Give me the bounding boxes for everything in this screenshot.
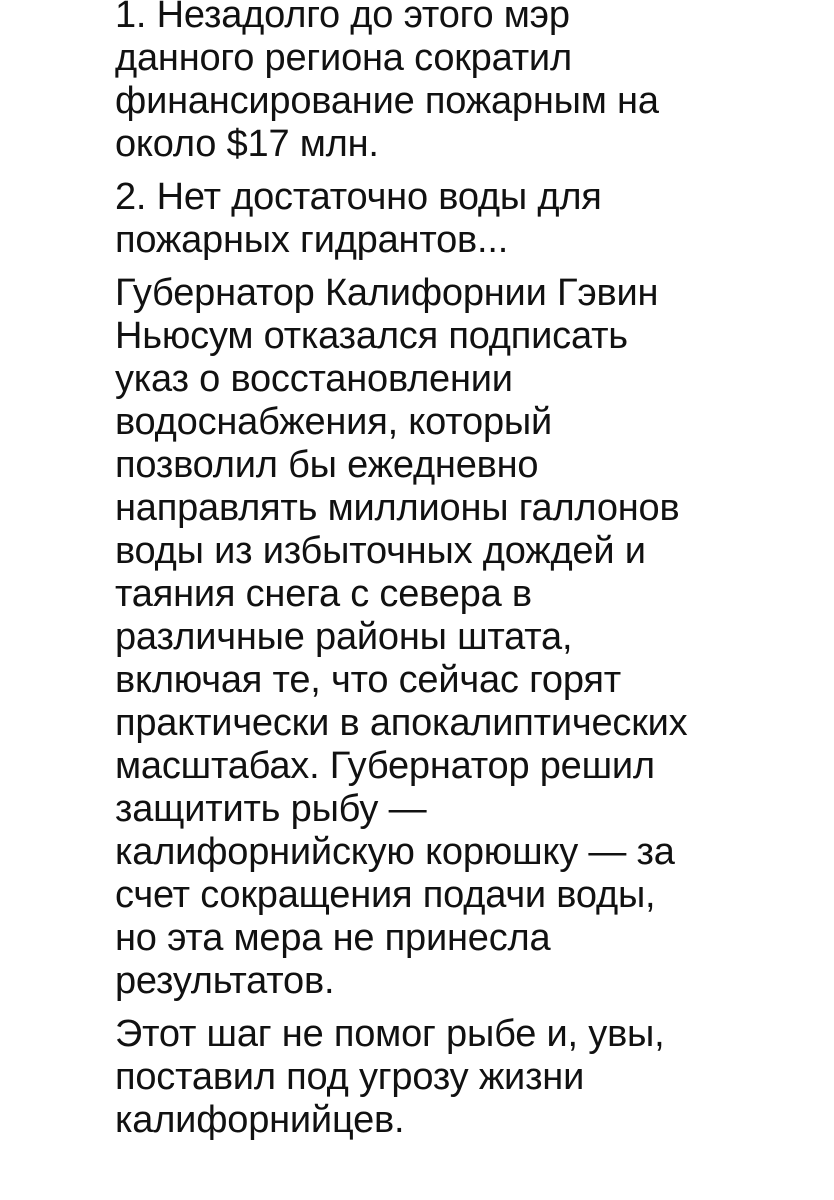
- text-line: различные районы штата,: [115, 616, 573, 658]
- text-line: таяния снега с севера в: [115, 573, 532, 615]
- text-line: защитить рыбу —: [115, 788, 427, 830]
- text-line: 1. Незадолго до этого мэр: [115, 0, 570, 36]
- text-line: около $17 млн.: [115, 123, 379, 165]
- text-line: Этот шаг не помог рыбе и, увы,: [115, 1013, 665, 1055]
- paragraph-2: [115, 176, 715, 262]
- text-line: Губернатор Калифорнии Гэвин: [115, 272, 659, 314]
- text-line: практически в апокалиптических: [115, 702, 688, 744]
- text-line: калифорнийцев.: [115, 1099, 405, 1141]
- text-line: но эта мера не принесла: [115, 917, 551, 959]
- text-line: воды из избыточных дождей и: [115, 530, 646, 572]
- text-line: 2. Нет достаточно воды для: [115, 176, 602, 218]
- text-line: включая те, что сейчас горят: [115, 659, 621, 701]
- article-text: [115, 0, 715, 1142]
- text-line: водоснабжения, который: [115, 401, 553, 443]
- text-line: поставил под угрозу жизни: [115, 1056, 585, 1098]
- text-line: калифорнийскую корюшку — за: [115, 831, 675, 873]
- text-line: указ о восстановлении: [115, 358, 513, 400]
- text-line: результатов.: [115, 960, 335, 1002]
- text-line: масштабах. Губернатор решил: [115, 745, 655, 787]
- text-line: Ньюсум отказался подписать: [115, 315, 628, 357]
- paragraph-3: [115, 272, 715, 1003]
- text-line: данного региона сократил: [115, 37, 572, 79]
- paragraph-1: [115, 0, 715, 166]
- text-line: счет сокращения подачи воды,: [115, 874, 656, 916]
- text-line: пожарных гидрантов...: [115, 219, 509, 261]
- text-line: направлять миллионы галлонов: [115, 487, 680, 529]
- text-line: позволил бы ежедневно: [115, 444, 539, 486]
- text-line: финансирование пожарным на: [115, 80, 659, 122]
- paragraph-4: [115, 1013, 715, 1142]
